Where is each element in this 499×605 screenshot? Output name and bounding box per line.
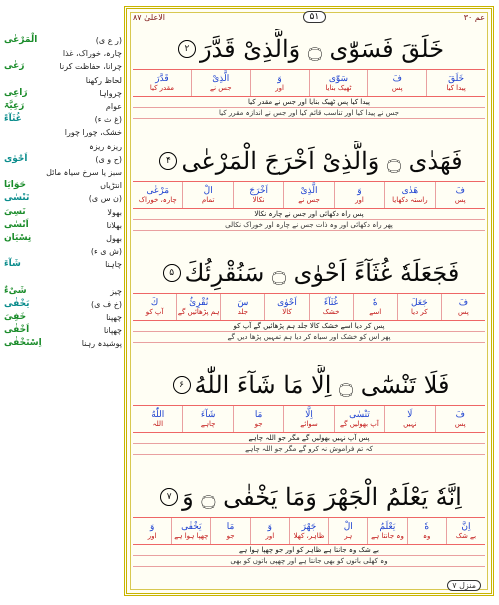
glossary-meaning: (ش ی ء) bbox=[90, 247, 122, 257]
word-by-word-row bbox=[133, 517, 485, 545]
verse-text bbox=[133, 29, 485, 69]
verse-block bbox=[133, 365, 485, 455]
word-arabic: يَخْفٰى bbox=[181, 522, 202, 532]
word-arabic: فَ bbox=[392, 74, 402, 84]
glossary-meaning: خشک، چورا چورا bbox=[64, 128, 122, 138]
translation-idiomatic: پھر راہ دکھائی اور وہ ذات جس نے چارہ اور خوراک نکالی bbox=[133, 220, 485, 231]
word-cell bbox=[250, 70, 309, 96]
word-cell bbox=[334, 406, 384, 432]
word-urdu: جو bbox=[254, 420, 263, 428]
word-urdu: آپ بھولیں گے bbox=[340, 420, 379, 428]
word-arabic: اَخْرَجَ bbox=[249, 186, 269, 196]
word-cell bbox=[220, 294, 264, 320]
word-arabic: مَا bbox=[226, 522, 235, 532]
glossary-word: یَخْفٰى bbox=[4, 298, 30, 309]
glossary-word: نِسْیَان bbox=[4, 232, 32, 243]
word-urdu: اور bbox=[355, 196, 364, 204]
verse-arabic: اِنَّهٗ يَعْلَمُ الْجَهْرَ وَمَا يَخْفٰى ۝ وَ bbox=[182, 483, 462, 511]
verse-number: ۷ bbox=[160, 488, 178, 506]
verse-frame bbox=[124, 6, 494, 596]
verse-text bbox=[133, 253, 485, 293]
word-urdu: جس نے bbox=[210, 84, 232, 92]
word-arabic: الْ bbox=[343, 522, 353, 532]
glossary-row bbox=[4, 192, 122, 205]
word-cell bbox=[182, 406, 232, 432]
glossary-word: تَنْسٰى bbox=[4, 193, 30, 204]
word-urdu: آپ کو bbox=[145, 308, 164, 316]
word-urdu: اور bbox=[265, 532, 275, 540]
word-urdu: پس bbox=[454, 420, 466, 428]
glossary-meaning: پوشیدہ رہنا bbox=[81, 339, 122, 349]
word-cell bbox=[283, 182, 333, 208]
word-urdu: اور bbox=[147, 532, 157, 540]
word-cell bbox=[133, 70, 191, 96]
glossary-meaning: انتڑیاں bbox=[100, 181, 122, 191]
verse-block bbox=[133, 141, 485, 231]
glossary-word: حَوَایَا bbox=[4, 180, 26, 191]
word-cell bbox=[309, 70, 368, 96]
word-arabic: الْ bbox=[203, 186, 213, 196]
word-cell bbox=[133, 406, 182, 432]
word-urdu: چھپا ہوا ہے bbox=[174, 532, 209, 540]
word-cell bbox=[367, 518, 406, 544]
glossary-row bbox=[4, 140, 122, 153]
word-cell bbox=[397, 294, 441, 320]
word-by-word-row bbox=[133, 293, 485, 321]
word-urdu: ہم پڑھائیں گے bbox=[177, 308, 220, 316]
word-urdu: چاہے bbox=[200, 420, 216, 428]
word-arabic: مَا bbox=[254, 410, 263, 420]
glossary-word: رَاعِی bbox=[4, 87, 28, 98]
word-cell bbox=[446, 518, 485, 544]
word-arabic: قَدَّرَ bbox=[155, 74, 169, 84]
word-arabic: اِنَّ bbox=[461, 522, 471, 532]
glossary-row bbox=[4, 324, 122, 337]
word-cell bbox=[435, 406, 485, 432]
word-urdu: بے شک bbox=[455, 532, 477, 540]
word-arabic: اِلَّا bbox=[305, 410, 313, 420]
verse-number: ۶ bbox=[173, 376, 191, 394]
translation-literal: پس کر دیا اسے خشک کالا جلد ہم پڑھائیں گے آپ کو bbox=[133, 321, 485, 332]
word-urdu: مقدر کیا bbox=[149, 84, 175, 92]
glossary-row bbox=[4, 232, 122, 245]
verse-text bbox=[133, 477, 485, 517]
word-urdu: نہیں bbox=[403, 420, 417, 428]
verse-block bbox=[133, 477, 485, 567]
word-arabic: هَدٰى bbox=[401, 186, 419, 196]
word-urdu: اور bbox=[275, 84, 284, 92]
glossary-row bbox=[4, 311, 122, 324]
glossary-row bbox=[4, 126, 122, 139]
word-cell bbox=[367, 70, 426, 96]
verse-arabic: فَلَا تَنْسٰٓى ۝ اِلَّا مَا شَآءَ اللّٰهُ bbox=[194, 371, 450, 399]
word-by-word-row bbox=[133, 181, 485, 209]
glossary-word: خَفِیَ bbox=[4, 312, 27, 323]
word-cell bbox=[328, 518, 367, 544]
word-urdu: اللہ bbox=[152, 420, 164, 428]
word-arabic: سَ bbox=[237, 298, 249, 308]
word-urdu: ظاہر، کھلا bbox=[293, 532, 325, 540]
glossary-meaning: چرانا، حفاظت کرنا bbox=[59, 62, 122, 72]
word-cell bbox=[210, 518, 249, 544]
word-arabic: يَعْلَمُ bbox=[379, 522, 396, 532]
translation-literal: پیدا کیا پس ٹھیک بنایا اور جس نے مقدر کیا bbox=[133, 97, 485, 108]
word-urdu: وہ bbox=[422, 532, 431, 540]
verse-arabic: فَهَدٰى ۝ وَالَّذِىْ اَخْرَجَ الْمَرْعٰى bbox=[181, 147, 463, 175]
page-number: ۵۱ bbox=[303, 11, 327, 23]
word-arabic: فَ bbox=[455, 410, 465, 420]
word-cell bbox=[171, 518, 210, 544]
word-arabic: نُقْرِئُ bbox=[189, 298, 209, 308]
glossary-meaning: چاہنا bbox=[105, 260, 122, 270]
glossary-row bbox=[4, 34, 122, 47]
glossary-row bbox=[4, 47, 122, 60]
glossary-row bbox=[4, 271, 122, 284]
glossary-meaning: لحاظ رکھنا bbox=[85, 75, 122, 85]
glossary-word: نَسِیَ bbox=[4, 206, 26, 217]
word-urdu: پس bbox=[454, 196, 466, 204]
glossary-word: شَیْءٌ bbox=[4, 285, 27, 296]
word-arabic: لَا bbox=[407, 410, 413, 420]
verse-number: ۵ bbox=[163, 264, 181, 282]
glossary-word: اِسْتَخْفٰى bbox=[4, 338, 42, 349]
glossary-meaning: (خ ف ی) bbox=[90, 299, 122, 309]
glossary-meaning: چارہ، خوراک، غذا bbox=[62, 49, 122, 59]
word-arabic: وَ bbox=[267, 522, 272, 532]
word-cell bbox=[250, 518, 289, 544]
page-header bbox=[127, 9, 491, 25]
word-cell bbox=[133, 518, 171, 544]
word-arabic: وَ bbox=[357, 186, 362, 196]
word-cell bbox=[289, 518, 328, 544]
header-left-label: الاعلیٰ ۸۷ bbox=[133, 12, 166, 22]
verse-arabic: فَجَعَلَهٗ غُثَآءً اَحْوٰى ۝ سَنُقْرِئُكَ bbox=[184, 259, 460, 287]
word-cell bbox=[426, 70, 485, 96]
glossary-meaning: بھلانا bbox=[106, 220, 122, 230]
glossary-word: اَخْفٰى bbox=[4, 325, 30, 336]
translation-idiomatic: کہ تم فراموش نہ کرو گے مگر جو اللہ چاہے bbox=[133, 444, 485, 455]
word-cell bbox=[435, 182, 485, 208]
word-cell bbox=[384, 406, 434, 432]
word-urdu: جس نے bbox=[298, 196, 320, 204]
word-urdu: نکالا bbox=[252, 196, 265, 204]
glossary-row bbox=[4, 153, 122, 166]
glossary-word: شَآءَ bbox=[4, 259, 21, 270]
word-arabic: شَآءَ bbox=[200, 410, 216, 420]
glossary-word: رَعِیَّۃ bbox=[4, 101, 25, 112]
word-arabic: فَ bbox=[455, 186, 465, 196]
glossary-row bbox=[4, 245, 122, 258]
word-arabic: مَرْعٰى bbox=[146, 186, 170, 196]
word-cell bbox=[182, 182, 232, 208]
word-urdu: جلد bbox=[237, 308, 248, 316]
glossary-meaning: (غ ث ء) bbox=[94, 115, 122, 125]
word-urdu: تمام bbox=[201, 196, 215, 204]
word-arabic: الَّذِىْ bbox=[212, 74, 230, 84]
glossary-meaning: (ح و ی) bbox=[95, 154, 122, 164]
glossary-row bbox=[4, 205, 122, 218]
verse-text bbox=[133, 141, 485, 181]
glossary-meaning: چرواہا bbox=[99, 88, 122, 98]
word-urdu: خشک bbox=[322, 308, 340, 316]
word-cell bbox=[233, 406, 283, 432]
verse-text bbox=[133, 365, 485, 405]
glossary-word: اَنْسٰى bbox=[4, 219, 29, 230]
header-right-label: عم ۳۰ bbox=[463, 12, 485, 22]
glossary-row bbox=[4, 219, 122, 232]
word-urdu: سوائے bbox=[300, 420, 318, 428]
glossary-meaning: بھولا bbox=[107, 207, 122, 217]
word-urdu: ہر bbox=[344, 532, 353, 540]
translation-literal: بے شک وہ جانتا ہے ظاہر کو اور جو چھپا ہوا ہے bbox=[133, 545, 485, 556]
word-cell bbox=[334, 182, 384, 208]
glossary-row bbox=[4, 298, 122, 311]
word-cell bbox=[353, 294, 397, 320]
glossary-row bbox=[4, 166, 122, 179]
word-arabic: تَنْسٰى bbox=[349, 410, 370, 420]
word-arabic: الَّذِىْ bbox=[300, 186, 318, 196]
word-urdu: اسے bbox=[369, 308, 382, 316]
word-arabic: غُثَآءً bbox=[323, 298, 339, 308]
glossary-word: اَحْوٰى bbox=[4, 153, 28, 164]
word-cell bbox=[264, 294, 308, 320]
word-urdu: وہ جانتا ہے bbox=[371, 532, 404, 540]
word-arabic: فَ bbox=[458, 298, 469, 308]
word-cell bbox=[407, 518, 446, 544]
glossary-row bbox=[4, 258, 122, 271]
verse-arabic: خَلَقَ فَسَوّٰى ۝ وَالَّذِىْ قَدَّرَ bbox=[199, 35, 445, 63]
word-urdu: کر دیا bbox=[411, 308, 428, 316]
word-arabic: سَوّٰى bbox=[328, 74, 349, 84]
glossary-word: الْمَرْعٰى bbox=[4, 35, 38, 46]
word-urdu: راستہ دکھایا bbox=[392, 196, 428, 204]
word-urdu: پیدا کیا bbox=[446, 84, 466, 92]
glossary-meaning: (ن س ی) bbox=[88, 194, 122, 204]
glossary-row bbox=[4, 337, 122, 350]
word-arabic: وَ bbox=[277, 74, 282, 84]
glossary-meaning: بھول bbox=[106, 233, 122, 243]
word-arabic: خَلَقَ bbox=[448, 74, 465, 84]
verse-block bbox=[133, 29, 485, 119]
word-by-word-row bbox=[133, 69, 485, 97]
word-arabic: هٗ bbox=[424, 522, 430, 532]
word-by-word-row bbox=[133, 405, 485, 433]
word-cell bbox=[133, 182, 182, 208]
word-cell bbox=[283, 406, 333, 432]
manzil-label: منزل ۷ bbox=[447, 580, 481, 591]
verse-number: ۴ bbox=[159, 152, 177, 170]
word-arabic: كَ bbox=[150, 298, 159, 308]
glossary-row bbox=[4, 60, 122, 73]
word-arabic: جَعَلَ bbox=[410, 298, 428, 308]
word-urdu: کالا bbox=[282, 308, 292, 316]
word-arabic: هٗ bbox=[372, 298, 378, 308]
word-cell bbox=[176, 294, 220, 320]
word-urdu: ٹھیک بنایا bbox=[325, 84, 352, 92]
glossary-meaning: چھپنا bbox=[106, 313, 122, 323]
glossary-row bbox=[4, 74, 122, 87]
word-urdu: پس bbox=[391, 84, 403, 92]
glossary-row bbox=[4, 179, 122, 192]
word-cell bbox=[384, 182, 434, 208]
word-urdu: چارہ، خوراک bbox=[138, 196, 177, 204]
translation-idiomatic: جس نے پیدا کیا اور تناسب قائم کیا اور جس نے اندازہ مقرر کیا bbox=[133, 108, 485, 119]
glossary-meaning: سبز یا سرخ سیاہ مائل bbox=[46, 167, 122, 177]
verse-number: ۲ bbox=[178, 40, 196, 58]
glossary-row bbox=[4, 87, 122, 100]
glossary-meaning: چھپانا bbox=[103, 326, 122, 336]
glossary-row bbox=[4, 113, 122, 126]
glossary-word: غُثَآءً bbox=[4, 114, 22, 125]
glossary-column bbox=[4, 34, 122, 579]
word-urdu: پس bbox=[458, 308, 469, 316]
glossary-word: رَعٰى bbox=[4, 61, 25, 72]
word-cell bbox=[133, 294, 176, 320]
word-cell bbox=[309, 294, 353, 320]
glossary-meaning: عوام bbox=[105, 102, 122, 112]
glossary-meaning: چیز bbox=[110, 286, 122, 296]
glossary-row bbox=[4, 285, 122, 298]
word-arabic: اللّٰهُ bbox=[151, 410, 165, 420]
word-cell bbox=[191, 70, 250, 96]
translation-literal: پس آپ نہیں بھولیں گے مگر جو اللہ چاہے bbox=[133, 433, 485, 444]
word-urdu: جو bbox=[226, 532, 235, 540]
word-arabic: اَحْوٰى bbox=[277, 298, 297, 308]
verse-block bbox=[133, 253, 485, 343]
glossary-meaning: (ر ع ی) bbox=[95, 36, 122, 46]
translation-idiomatic: وہ کھلی باتوں کو بھی جانتا ہے اور چھپی باتوں کو بھی bbox=[133, 556, 485, 567]
word-arabic: وَ bbox=[149, 522, 155, 532]
glossary-row bbox=[4, 100, 122, 113]
glossary-meaning: ریزہ ریزہ bbox=[89, 141, 122, 151]
translation-idiomatic: پھر اس کو خشک اور سیاہ کر دیا ہم تمہیں پڑھا دیں گے bbox=[133, 332, 485, 343]
word-arabic: جَهْرَ bbox=[301, 522, 317, 532]
word-cell bbox=[441, 294, 485, 320]
translation-literal: پس راہ دکھائی اور جس نے چارہ نکالا bbox=[133, 209, 485, 220]
word-cell bbox=[233, 182, 283, 208]
